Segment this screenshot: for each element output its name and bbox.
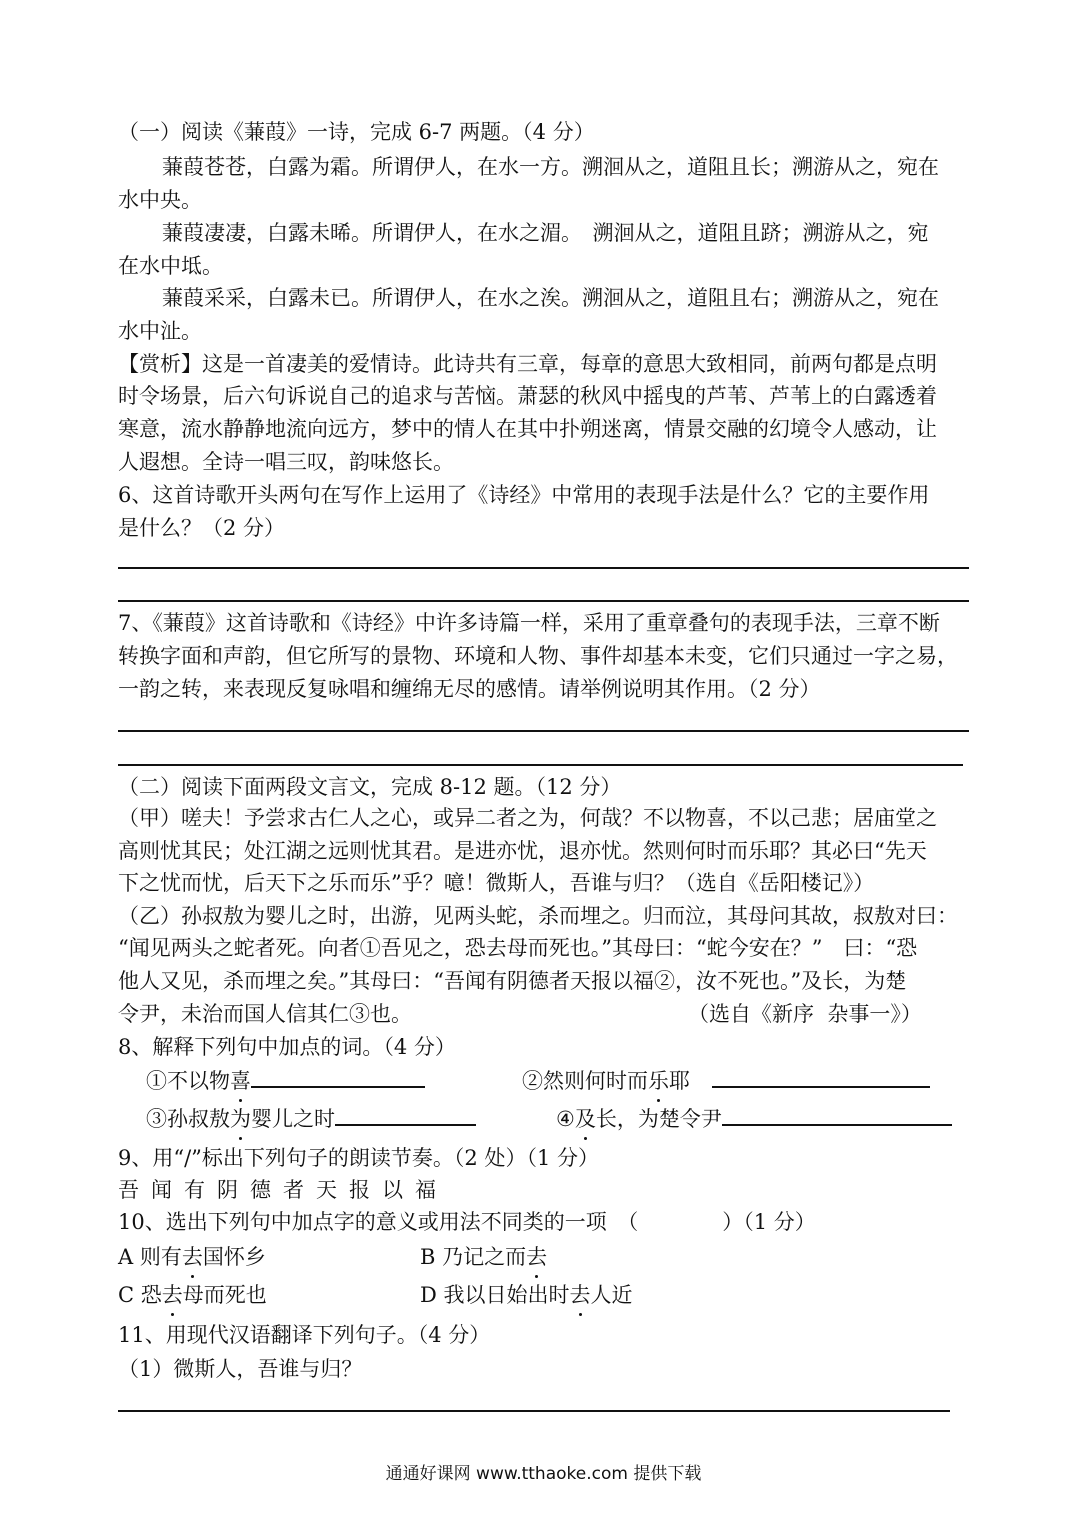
dotted-char: 去 [161,1283,183,1307]
dotted-char: 喜 [230,1069,251,1093]
dotted-char: 去 [181,1245,203,1269]
passage-yi-source: （选自《新序 杂事一》） [688,1002,922,1026]
question-6-line: 是什么？（2 分） [118,516,286,540]
question-7-line: 7、《蒹葭》这首诗歌和《诗经》中许多诗篇一样，采用了重章叠句的表现手法，三章不断 [118,611,940,635]
question-7-line: 转换字面和声韵，但它所写的景物、环境和人物、事件却基本未变，它们只通过一字之易， [118,644,958,668]
question-10-stem: 10、选出下列句中加点字的意义或用法不同类的一项 （ ）（1 分） [118,1210,816,1234]
q8-item-4: ④及长，为楚令尹 [556,1104,952,1133]
q10-option-a[interactable]: A 则有去国怀乡 [118,1245,266,1269]
answer-line-q6[interactable] [118,600,969,602]
q8-item-2: ②然则何时而乐耶 [522,1066,930,1095]
poem-line: 蒹葭采采，白露未已。所谓伊人，在水之涘。溯洄从之，道阻且右；溯游从之，宛在 [162,286,939,310]
answer-blank[interactable] [251,1066,425,1088]
answer-blank[interactable] [712,1066,930,1088]
q8-item-3: ③孙叔敖为婴儿之时 [146,1104,476,1133]
poem-line: 蒹葭凄凄，白露未晞。所谓伊人，在水之湄。 溯洄从之，道阻且跻；溯游从之，宛 [162,221,929,245]
answer-line-q7[interactable] [118,730,969,732]
page-footer: 通通好课网 www.tthaoke.com 提供下载 [385,1464,702,1484]
question-11-stem: 11、用现代汉语翻译下列句子。（4 分） [118,1323,491,1347]
dotted-char: 去 [569,1283,591,1307]
question-6-line: 6、这首诗歌开头两句在写作上运用了《诗经》中常用的表现手法是什么？它的主要作用 [118,483,930,507]
dotted-char: 为 [230,1107,251,1131]
dotted-char: 及 [574,1107,596,1131]
question-7-line: 一韵之转，来表现反复咏唱和缠绵无尽的感情。请举例说明其作用。（2 分） [118,677,821,701]
passage-yi-line: 令尹，未治而国人信其仁③也。 [118,1002,412,1026]
poem-line: 在水中坻。 [118,254,223,278]
dotted-char: 去 [526,1245,548,1269]
answer-blank[interactable] [335,1104,476,1126]
poem-line: 水中央。 [118,188,202,212]
q10-option-d[interactable]: D 我以日始出时去人近 [420,1283,633,1307]
q8-item-1: ①不以物喜 [146,1066,425,1095]
section1-heading: （一）阅读《蒹葭》一诗，完成 6-7 两题。（4 分） [118,120,595,144]
question-9-stem: 9、用“/”标出下列句子的朗读节奏。（2 处）（1 分） [118,1146,599,1170]
passage-jia-line: 高则忧其民；处江湖之远则忧其君。是进亦忧，退亦忧。然则何时而乐耶？其必曰“先天 [118,839,927,863]
question-9-sentence[interactable]: 吾闻有阴德者天报以福 [118,1178,448,1202]
answer-line-q7[interactable] [118,764,963,766]
appreciation-line: 寒意，流水静静地流向远方，梦中的情人在其中扑朔迷离，情景交融的幻境令人感动，让 [118,417,937,441]
answer-line-q6[interactable] [118,567,969,569]
dotted-char: 乐 [648,1069,669,1093]
q10-option-c[interactable]: C 恐去母而死也 [118,1283,267,1307]
question-8-stem: 8、解释下列句中加点的词。（4 分） [118,1035,456,1059]
answer-blank[interactable] [722,1104,952,1126]
passage-jia-line: （甲）嗟夫！予尝求古仁人之心，或异二者之为，何哉？不以物喜，不以己悲；居庙堂之 [118,806,937,830]
passage-yi-line: “闻见两头之蛇者死。向者①吾见之，恐去母而死也。”其母曰：“蛇今安在？” 曰：“恐 [118,936,918,960]
passage-jia-line: 下之忧而忧，后天下之乐而乐”乎？噫！微斯人，吾谁与归？（选自《岳阳楼记》） [118,871,875,895]
q10-option-b[interactable]: B 乃记之而去 [420,1245,548,1269]
section2-heading: （二）阅读下面两段文言文，完成 8-12 题。（12 分） [118,775,622,799]
passage-yi-line: 他人又见，杀而埋之矣。”其母曰：“吾闻有阴德者天报以福②，汝不死也。”及长，为楚 [118,969,907,993]
appreciation-line: 人遐想。全诗一唱三叹，韵味悠长。 [118,450,454,474]
poem-line: 水中沚。 [118,319,202,343]
passage-yi-line: （乙）孙叔敖为婴儿之时，出游，见两头蛇，杀而埋之。归而泣，其母问其故，叔敖对曰： [118,904,958,928]
appreciation-line: 【赏析】这是一首凄美的爱情诗。此诗共有三章，每章的意思大致相同，前两句都是点明 [118,352,937,376]
poem-line: 蒹葭苍苍，白露为霜。所谓伊人，在水一方。溯洄从之，道阻且长；溯游从之，宛在 [162,155,939,179]
question-11-sub1: （1）微斯人，吾谁与归？ [118,1357,363,1381]
answer-line-q11[interactable] [118,1410,950,1412]
appreciation-line: 时令场景，后六句诉说自己的追求与苦恼。萧瑟的秋风中摇曳的芦苇、芦苇上的白露透着 [118,384,937,408]
